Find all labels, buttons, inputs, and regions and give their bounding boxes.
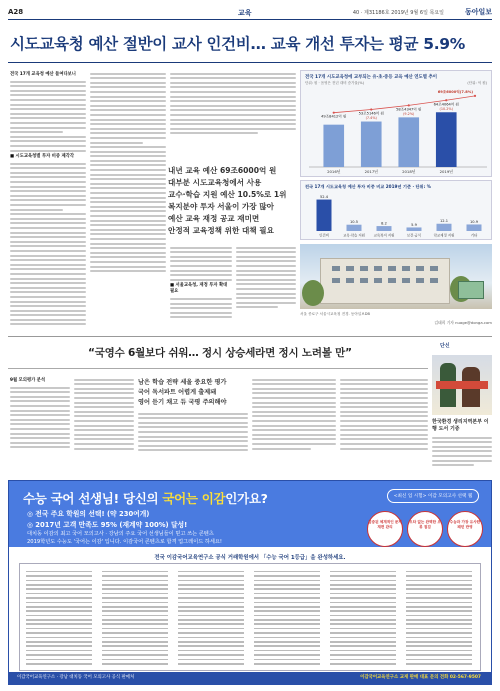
ad-academy-list <box>19 563 481 671</box>
chart-unit: (단위: 억 원) <box>467 81 487 85</box>
chart-title: 전국 17개 시도교육청에 교부되는 유·초·중등 교육 예산 연도별 추이 <box>305 75 437 80</box>
article-column-2 <box>90 70 166 332</box>
page-header <box>8 6 492 20</box>
trend-point <box>370 108 372 110</box>
chart-subtitle: 단위: 원 · 음영은 전년 대비 증가율(%) <box>305 81 364 85</box>
signboard <box>458 281 484 299</box>
education-office-photo <box>300 244 492 309</box>
pull-quote-line: 영어 듣기 채고 듀 국평 주의해야 <box>138 399 227 406</box>
ad-headline-highlight: 국어는 이감 <box>162 491 226 506</box>
pull-quote-line: 안정적 교육정책 위한 대책 필요 <box>168 226 274 235</box>
x-tick-label: 학교재정 지원 <box>433 233 455 238</box>
bar <box>361 122 382 167</box>
article2-column-5 <box>340 376 428 474</box>
ad-footer-text: 이감국어교육연구소 · 강남 대치동 국어 모의고사 공식 판매처 <box>17 675 135 680</box>
ad-footer <box>9 672 491 684</box>
ad-pill-tag[interactable]: <최신 업 시험> 이감 모의고사 선택 웹 <box>387 489 479 503</box>
x-tick-label: 2018년 <box>402 169 416 174</box>
article-column-1 <box>10 70 86 332</box>
bar-value-label: 5.9 <box>411 222 417 227</box>
academy-list-column <box>176 568 246 668</box>
article2-column-1 <box>10 376 70 474</box>
headline-divider <box>8 62 492 63</box>
x-tick-label: 기타 <box>470 233 478 238</box>
section-subhead-1: ■ 시도교육청별 투자 비중 제각각 <box>10 154 75 160</box>
pull-quote-line: 복지분야 투자 서울이 가장 많아 <box>168 202 274 211</box>
bar <box>377 226 392 231</box>
academy-list-column <box>24 568 94 668</box>
newspaper-brand: 동아일보 <box>464 8 492 16</box>
growth-label: (9.2%) <box>403 111 415 116</box>
ad-feature-badge-2: 오타 없는 완벽한 오류 점검 <box>407 511 443 547</box>
pull-quote-line: 교수·학습 지원 예산 10.5%로 1위 <box>168 190 287 199</box>
bar <box>467 224 482 231</box>
bar-value-label: 64조4064억 원 <box>433 102 459 107</box>
bar <box>317 200 332 231</box>
bar-value-label: 49조8412억 원 <box>321 114 347 119</box>
pull-quote-line: 예산 교육 재정 공교 재미면 <box>168 214 260 223</box>
growth-label: (10.2%) <box>439 106 453 111</box>
article2-pull-quote <box>138 378 248 408</box>
pull-quote-line: 내년 교육 예산 69조6000억 원 <box>168 166 277 175</box>
ad-feature-badge-3: 수능과 가장 유사한 패턴 반영 <box>447 511 483 547</box>
bar <box>347 225 362 231</box>
x-tick-label: 보건·급식 <box>406 233 422 238</box>
ad-line-4: 2019학년도 수능도 '국어는 이감' 입니다. 이감국어 콘텐츠로 합격 업그레이드 하세요! <box>27 539 222 545</box>
page-number: A28 <box>8 8 24 16</box>
pull-quote-line: 남은 학습 전략 세울 중요한 평가 <box>138 379 227 386</box>
second-headline-divider <box>8 368 428 369</box>
article2-column-2 <box>74 376 134 474</box>
pull-quote <box>168 165 298 237</box>
donation-photo <box>432 355 492 415</box>
advertisement-banner[interactable] <box>8 480 492 685</box>
trend-point <box>333 112 335 114</box>
brief-tag: 단신 <box>440 343 450 349</box>
byline-text: 김태희 기자 nuage@donga.com <box>434 320 492 325</box>
growth-label: (7.4%) <box>365 116 377 121</box>
article-column-3-top <box>170 70 296 162</box>
bar-value-label: 58조4347억 원 <box>396 107 422 112</box>
bar-value-label: 10.5 <box>349 220 359 225</box>
ad-headline <box>23 489 268 507</box>
projection-label: 69조6000억(7.8%) <box>437 89 473 94</box>
budget-trend-plot <box>301 85 493 177</box>
ad-headline-c: 인가요? <box>225 491 268 506</box>
issue-date: 40 · 제31186호 2019년 9월 6일 목요일 <box>352 10 444 16</box>
article2-column-3 <box>138 410 248 474</box>
brief-headline: 한국환경 생리지역본부 이행 도서 기증 <box>432 419 489 432</box>
bar <box>436 112 457 167</box>
bar <box>398 117 419 167</box>
budget-share-plot <box>301 189 493 241</box>
bar-value-label: 52.4 <box>319 195 329 200</box>
brief-body <box>432 434 492 474</box>
bar-value-label: 8.2 <box>381 221 387 226</box>
budget-share-chart <box>300 180 492 240</box>
article2-column-4 <box>252 376 336 474</box>
trend-point <box>474 95 476 97</box>
pull-quote-line: 국어 독서파트 어렵게 출제돼 <box>138 389 217 396</box>
bar <box>323 125 344 167</box>
bar-value-label: 53조5146억 원 <box>358 111 384 116</box>
pull-quote-line: 대부분 시도교육청에서 사용 <box>168 178 262 187</box>
academy-list-column <box>100 568 170 668</box>
article-column-4-bottom <box>236 244 296 334</box>
x-tick-label: 2017년 <box>364 169 378 174</box>
x-tick-label: 2019년 <box>439 169 453 174</box>
bar <box>407 227 422 231</box>
ad-feature-badge-1: 검증된 체계적인 문제 재편 관리 <box>367 511 403 547</box>
trend-point <box>445 99 447 101</box>
bar-value-label: 12.1 <box>439 219 449 224</box>
lead-subhead: 전국 17개 교육청 예산 들여다보니 <box>10 72 76 77</box>
x-tick-label: 2016년 <box>327 169 341 174</box>
ad-bullet-2: ◎ 2017년 고객 만족도 95% (재계약 100%) 달성! <box>27 521 188 529</box>
ad-headline-a: 수능 국어 선생님! 당신의 <box>23 491 163 506</box>
byline <box>300 320 492 330</box>
section-divider <box>8 336 492 337</box>
second-headline: “국영수 6월보다 쉬워… 정시 상승세라면 정시 노려볼 만” <box>88 347 352 359</box>
ad-phone[interactable]: 이감국어교육연구소 교재 판매 대표 문의 전화 02-567-9507 <box>360 675 481 680</box>
ad-bullet-1: ◎ 전국 주요 학원의 선택! (약 230여개) <box>27 510 150 518</box>
x-tick-label: 인건비 <box>319 233 329 238</box>
photo-caption: 서울 종로구 서울시교육청 전경. 동아일보DB <box>300 312 370 316</box>
ad-line-3: 대치동 이감의 최고 국어 모의고사 · 강남의 주요 국어 선생님들이 믿고 쓰는 콘텐츠 <box>27 531 214 537</box>
academy-list-column <box>328 568 398 668</box>
ad-notice: 전국 이감국어교육연구소 공식 거래학원에서 「수능 국어 1등급」을 완성하세요. <box>154 555 346 561</box>
bar <box>437 224 452 231</box>
article2-lead: 9월 모의평가 분석 <box>10 378 46 383</box>
x-tick-label: 교육복지 지원 <box>373 233 395 238</box>
trend-point <box>408 104 410 106</box>
main-headline: 시도교육청 예산 절반이 교사 인건비… 교육 개선 투자는 평균 5.9% <box>10 35 466 53</box>
x-tick-label: 교육·학습 지원 <box>343 233 365 238</box>
budget-trend-chart <box>300 70 492 177</box>
section-subhead-2: ■ 서울교육청, 재정 투자 확대 필요 <box>170 283 228 295</box>
academy-list-column <box>252 568 322 668</box>
bar-value-label: 10.9 <box>469 219 479 224</box>
article-column-3-bottom <box>170 244 232 334</box>
section-label: 교육 <box>238 9 252 17</box>
chart-title: 전국 17개 시도교육청 예산 투자 비중 비교 2019년 기준 · 단위: % <box>305 184 431 189</box>
academy-list-column <box>404 568 474 668</box>
